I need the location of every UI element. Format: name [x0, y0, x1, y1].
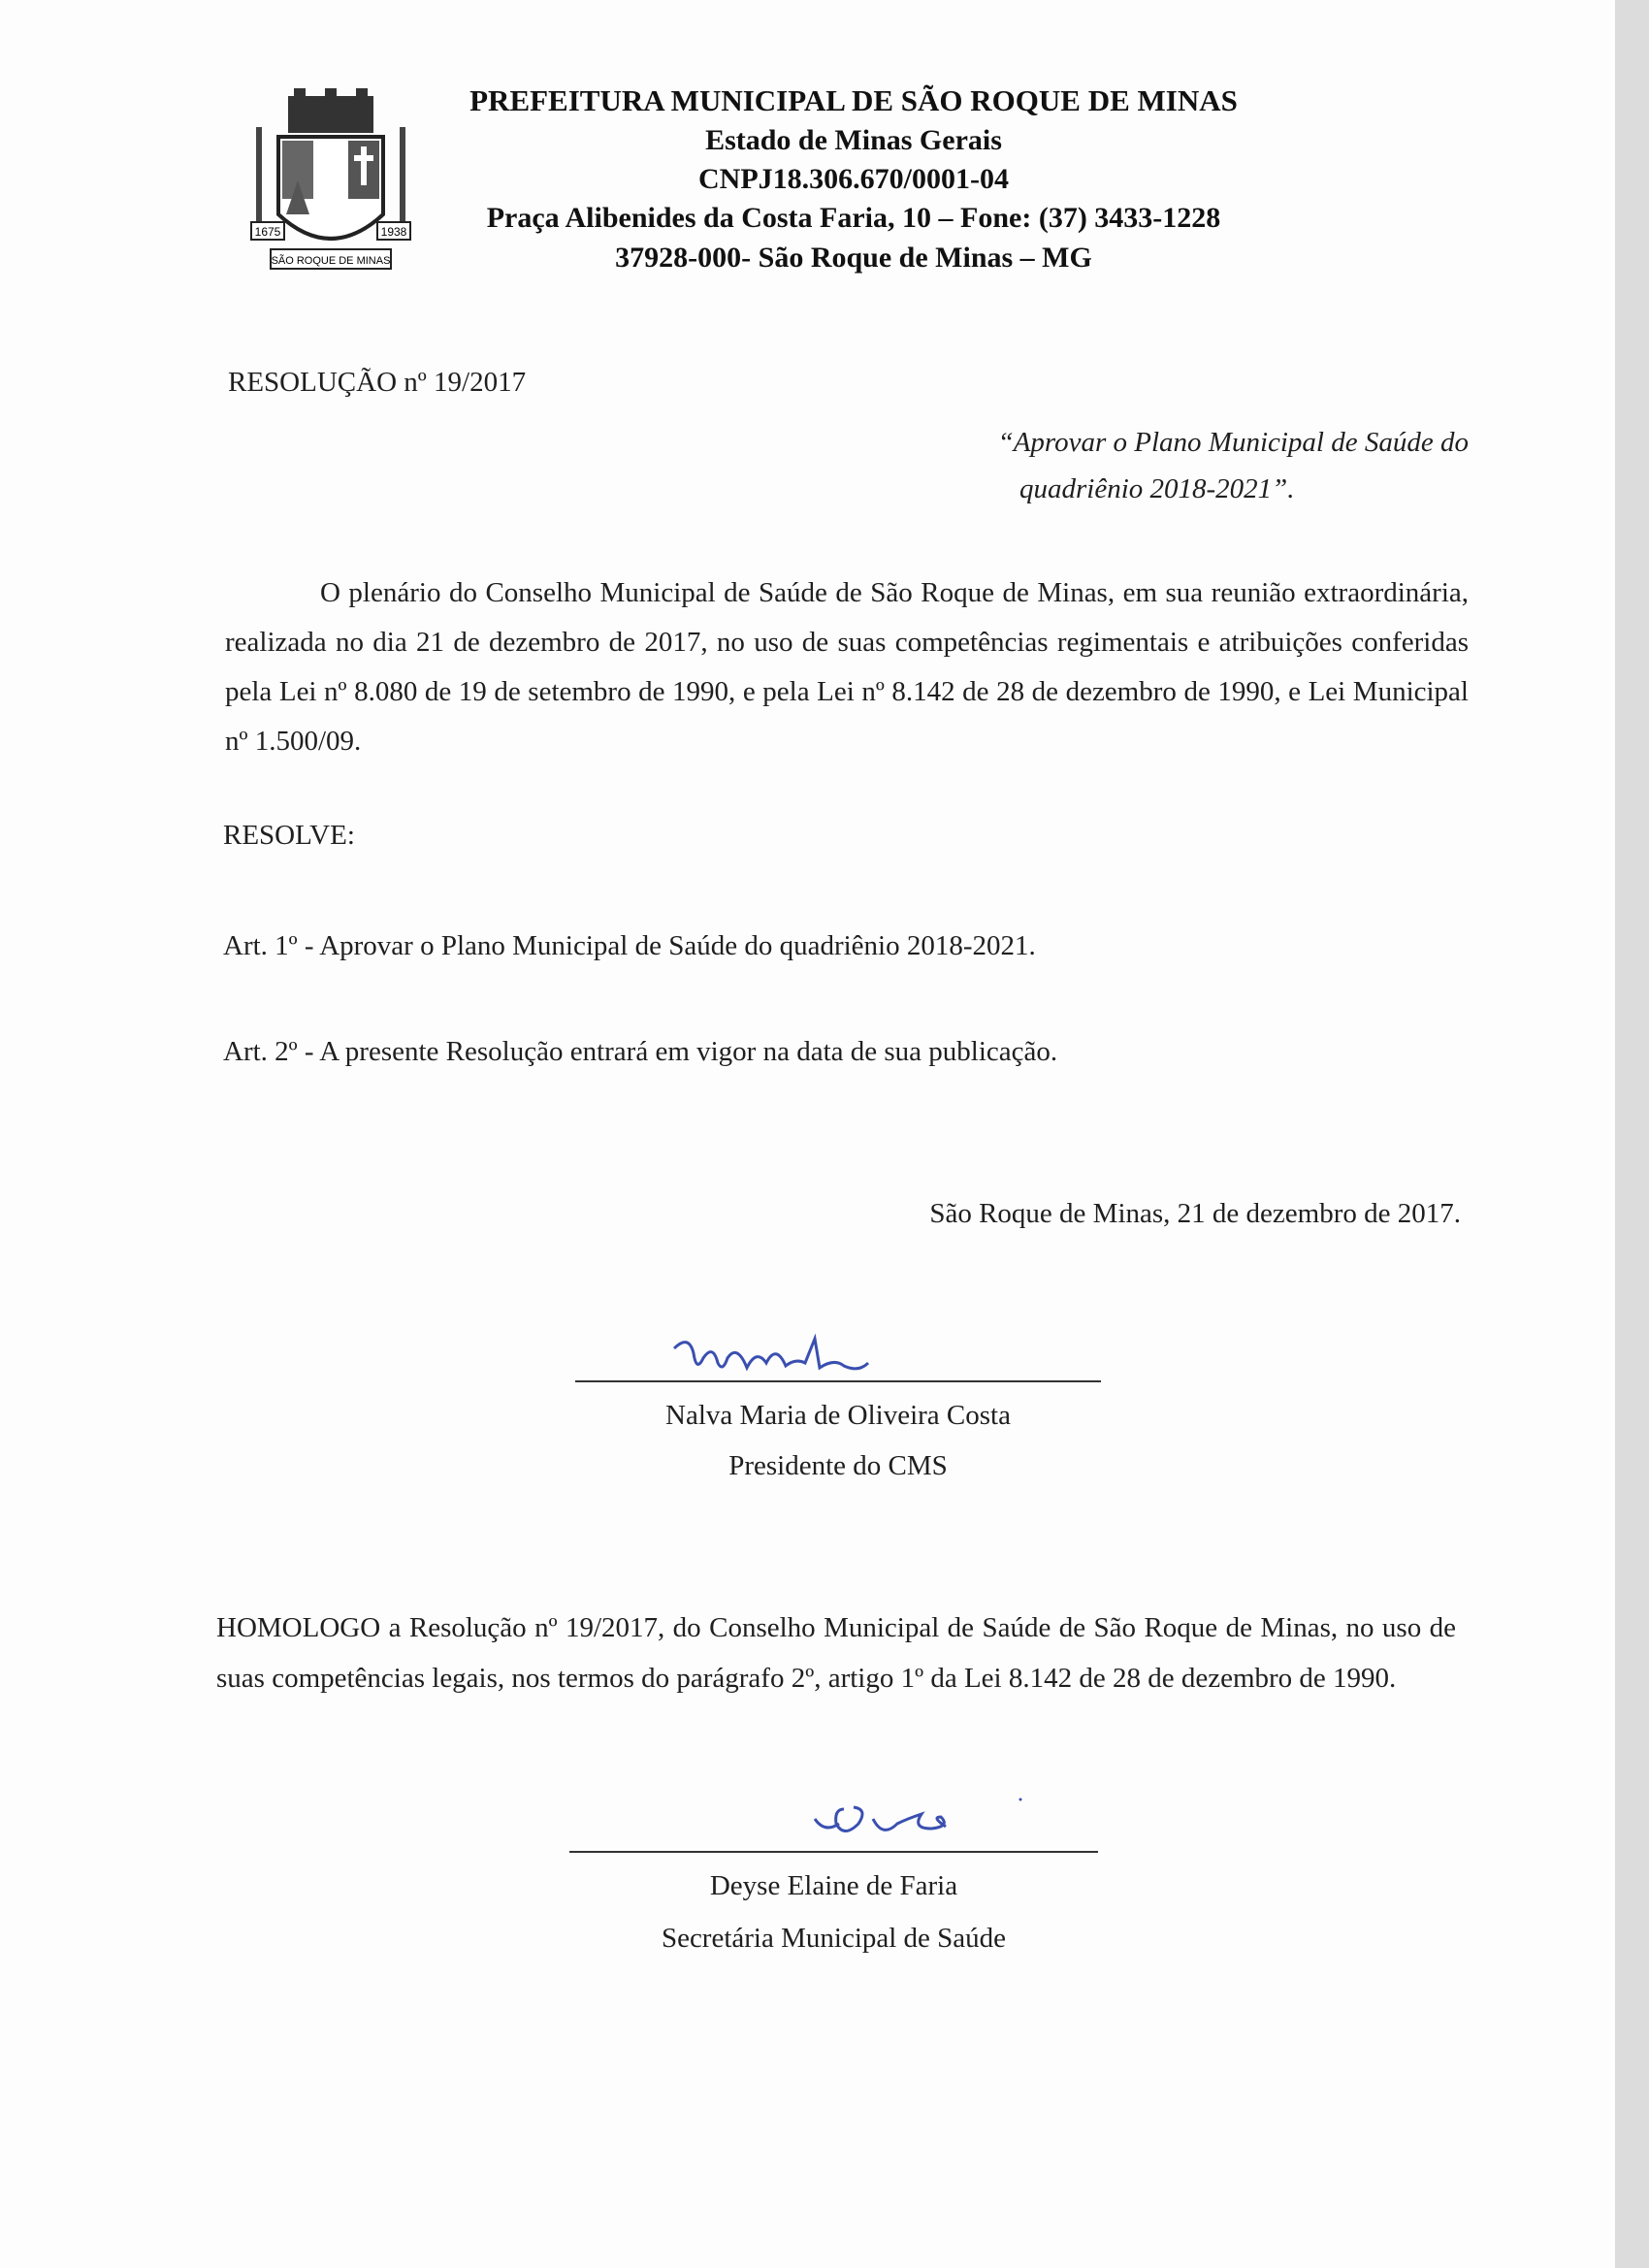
homologation-paragraph: HOMOLOGO a Resolução nº 19/2017, do Conselho Municipal de Saúde de São Roque de Minas, no uso de suas competências legais, nos termos do parágrafo 2º, artigo 1º da Lei 8.142 de 28 de dezembro de 1990.	[216, 1612, 1456, 1694]
signature-nalva	[669, 1329, 883, 1387]
signer2-name: Deyse Elaine de Faria	[709, 1870, 958, 1901]
signature-line-2	[569, 1851, 1098, 1853]
header-cnpj: CNPJ18.306.670/0001-04	[698, 163, 1009, 195]
municipal-coat-of-arms-logo	[249, 88, 412, 273]
header-title: PREFEITURA MUNICIPAL DE SÃO ROQUE DE MINAS	[469, 83, 1238, 117]
resolution-summary-line1: “Aprovar o Plano Municipal de Saúde do	[997, 427, 1469, 458]
article-1: Art. 1º - Aprovar o Plano Municipal de Saúde do quadriênio 2018-2021.	[223, 930, 1036, 961]
header-state: Estado de Minas Gerais	[705, 124, 1002, 156]
signature-deyse	[805, 1790, 1028, 1848]
article-2: Art. 2º - A presente Resolução entrará em vigor na data de sua publicação.	[223, 1036, 1058, 1067]
signer1-role: Presidente do CMS	[728, 1450, 948, 1481]
signer1-name: Nalva Maria de Oliveira Costa	[665, 1400, 1011, 1431]
resolution-summary-line2: quadriênio 2018-2021”.	[1019, 473, 1295, 504]
svg-text:1938: 1938	[380, 225, 407, 239]
header-address: Praça Alibenides da Costa Faria, 10 – Fone: (37) 3433-1228	[486, 202, 1221, 234]
signer2-role: Secretária Municipal de Saúde	[661, 1923, 1007, 1954]
resolution-date: São Roque de Minas, 21 de dezembro de 2017.	[929, 1198, 1461, 1229]
scan-edge	[1615, 0, 1649, 2268]
resolution-number: RESOLUÇÃO nº 19/2017	[228, 367, 527, 398]
svg-text:1675: 1675	[254, 225, 281, 239]
resolve-heading: RESOLVE:	[223, 820, 355, 851]
header-city: 37928-000- São Roque de Minas – MG	[615, 242, 1092, 274]
preamble-paragraph: O plenário do Conselho Municipal de Saúde de São Roque de Minas, em sua reunião extraordinária, realizada no dia 21 de dezembro de 2017, no uso de suas competências regimentais e atribuições conferidas pela Lei nº 8.080 de 19 de setembro de 1990, e pela Lei nº 8.142 de 28 de dezembro de 1990, e Lei Municipal nº 1.500/09.	[225, 577, 1469, 757]
svg-text:SÃO ROQUE DE MINAS: SÃO ROQUE DE MINAS	[271, 255, 391, 267]
signature-line-1	[575, 1380, 1101, 1382]
